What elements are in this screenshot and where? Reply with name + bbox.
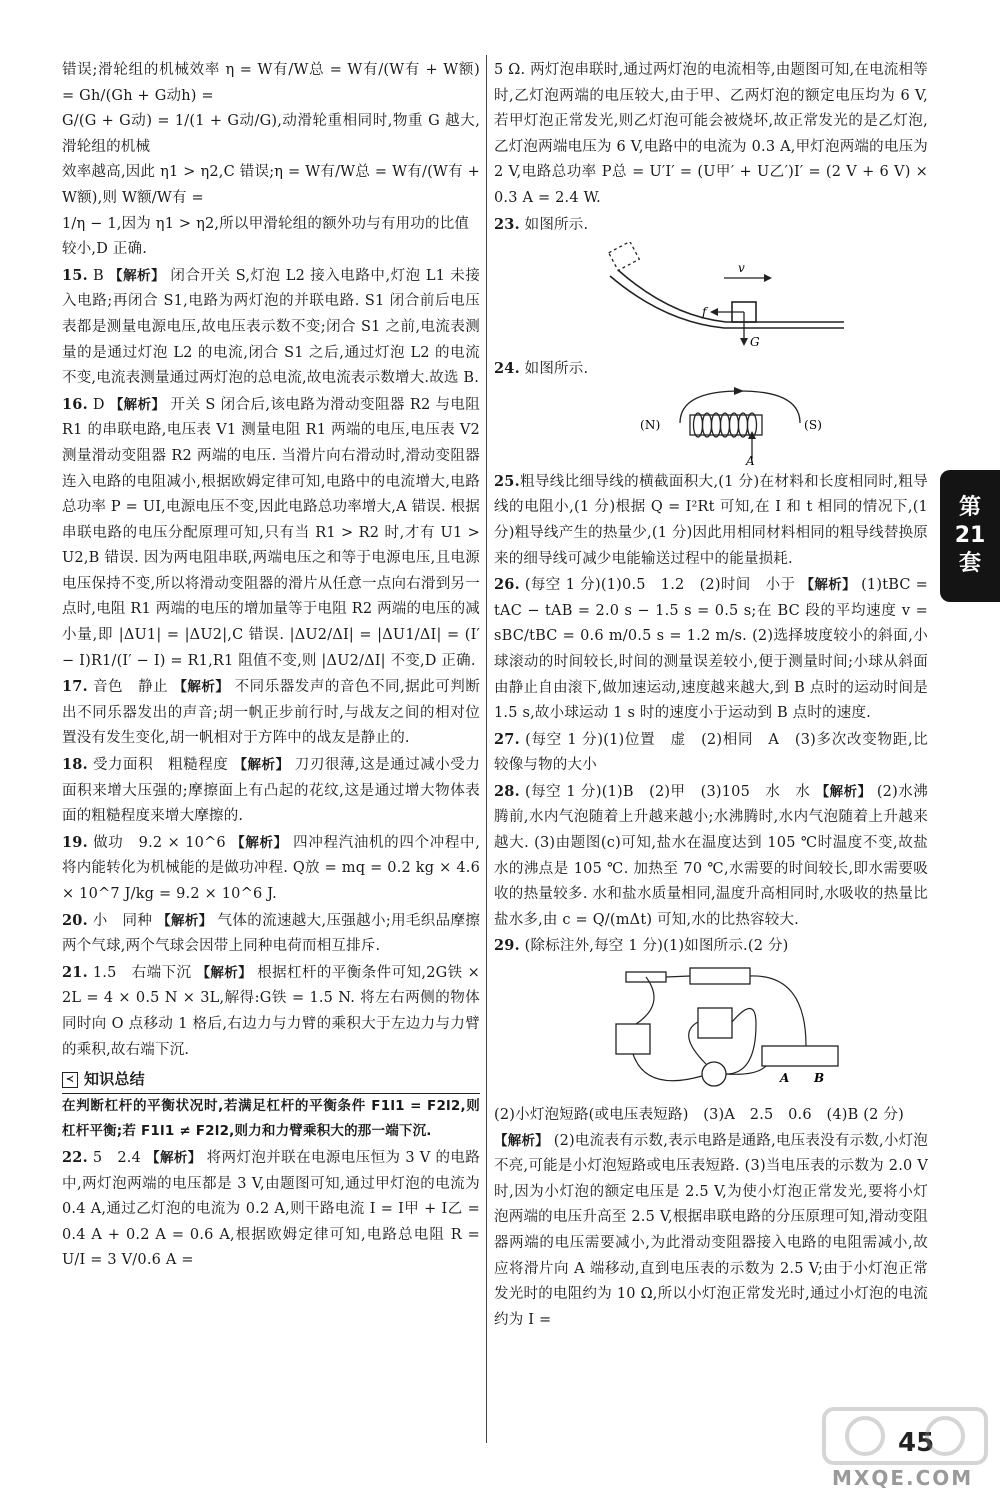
question-number: 24. <box>494 360 520 378</box>
left-column <box>62 58 480 1274</box>
right-column <box>494 58 928 1333</box>
question-number: 29. <box>494 937 520 955</box>
analysis-text: 刀刃很薄,这是通过减小受力面积来增大压强的;摩擦面上有凸起的花纹,这是通过增大物体表面的粗糙程度来增大摩擦的. <box>62 757 481 825</box>
solution-text: 1/η − 1,因为 η1 > η2,所以甲滑轮组的额外功与有用功的比值 <box>62 215 470 232</box>
question-number: 15. <box>62 266 88 284</box>
coil-turn <box>730 413 739 437</box>
rheostat <box>762 1046 838 1066</box>
solution-text: 较小,D 正确. <box>62 241 148 258</box>
battery <box>690 968 750 984</box>
field-line-arrowhead <box>734 387 744 395</box>
answer-value: 1.5 右端下沉 <box>92 964 192 981</box>
answer-value: (除标注外,每空 1 分)(1)如图所示.(2 分) <box>524 938 789 955</box>
set-tab-line1: 第 <box>958 495 981 520</box>
solution-text: 错误;滑轮组的机械效率 η = W有/W总 = W有/(W有 + W额) = Gh/(Gh + G动h) = <box>62 62 480 104</box>
fig24-label: (S) <box>804 417 823 432</box>
figure-23-diagram <box>604 242 854 352</box>
answer-item <box>62 960 480 1063</box>
analysis-text: 开关 S 闭合后,该电路为滑动变阻器 R2 与电阻 R1 的串联电路,电压表 V1 测量电阻 R1 两端的电压,电压表 V2 测量滑动变阻器 R2 两端的电压. 当滑片向右滑动时,滑动变阻器连入电路的电阻减小,根据欧姆定律可知,电路中的电流增大,电路总功率 P = UI,电源电压不变,因此电路总功率增大,A 错误. 根据串联电路的电压分配原理可知,只有当 R1 > R2 时,才有 U1 > U2,B 错误. 因为两电阻串联,两端电压之和等于电源电压,且电源电压保持不变,所以将滑动变阻器的滑片从任意一点向右滑到另一点时,电阻 R1 两端的电压的增加量等于电阻 R2 两端的电压的减小量,即 |ΔU1| = |ΔU2|,C 错误. |ΔU2/ΔI| = |ΔU1/ΔI| = (I′ − I)R1/(I′ − I) = R1,R1 阻值不变,则 |ΔU2/ΔI| 不变,D 正确. <box>62 396 481 669</box>
question-number: 19. <box>62 833 88 851</box>
coil-turn <box>694 413 703 437</box>
answer-item <box>62 392 480 675</box>
answer-item <box>494 572 928 727</box>
fig24-label: (N) <box>640 417 661 432</box>
fig23-label: f <box>702 305 707 320</box>
summary-icon: ≺ <box>62 1072 78 1088</box>
analysis-tag: 【解析】 <box>800 577 857 594</box>
coil-turn <box>721 413 730 437</box>
question-number: 17. <box>62 678 88 696</box>
figure-29-circuit <box>606 964 846 1099</box>
coil-turn <box>739 413 748 437</box>
answer-item <box>62 752 480 830</box>
analysis-tag: 【解析】 <box>109 267 166 284</box>
column-divider <box>486 55 487 1443</box>
knowledge-summary-header <box>62 1067 480 1094</box>
analysis-text: 粗导线比细导线的横截面积大,(1 分)在材料和长度相同时,粗导线的电阻小,(1 分)根据 Q = I²Rt 可知,在 I 和 t 相同的情况下,(1 分)粗导线产生的热量少,(1 分)因此用相同材料相同的粗导线替换原来的细导线可减少电能输送过程中的能量损耗. <box>494 473 928 567</box>
answer-value: D <box>92 396 105 413</box>
answer-item <box>494 727 928 779</box>
answer-value: 小 同种 <box>92 912 153 929</box>
fig23-label: v <box>738 261 745 276</box>
solution-text: 效率越高,因此 η1 > η2,C 错误;η = W有/W总 = W有/(W有 + W额),则 W额/W有 = <box>62 164 480 206</box>
analysis-tag: 【解析】 <box>233 757 290 774</box>
analysis-text: 将两灯泡并联在电源电压恒为 3 V 的电路中,两灯泡两端的电压都是 3 V,由题图可知,通过甲灯泡的电流为 0.4 A,通过乙灯泡的电流为 0.2 A,则干路电流 I = I甲 + I乙 = 0.4 A + 0.2 A = 0.6 A,根据欧姆定律可知,电路总电阻 R = U/I = 3 V/0.6 A = <box>62 1149 480 1269</box>
analysis-tag: 【解析】 <box>815 783 872 800</box>
analysis-text: 闭合开关 S,灯泡 L2 接入电路中,灯泡 L1 未接入电路;再闭合 S1,电路为两灯泡的并联电路. S1 闭合前后电压表都是测量电源电压,故电压表示数不变;闭合 S1 之前,电流表测量的是通过灯泡 L2 的电流,闭合 S1 之后,通过灯泡 L2 的电流不变,电流表测量通过两灯泡的总电流,故电流表示数增大.故选 B. <box>62 267 481 387</box>
fig24-label: A <box>746 453 755 465</box>
set-number-tab <box>940 470 1000 602</box>
analysis-tag: 【解析】 <box>157 912 213 929</box>
answer-item <box>494 779 928 934</box>
answer-item <box>494 933 928 960</box>
initial-block-dashed <box>609 242 640 270</box>
question-number: 28. <box>494 782 520 800</box>
question-number: 25. <box>494 472 520 490</box>
analysis-text: (2)水沸腾前,水内气泡随着上升越来越小;水沸腾时,水内气泡随着上升越来越大. (3)由题图(c)可知,盐水在温度达到 105 ℃时温度不变,故盐水的沸点是 105 ℃. 加热至 70 ℃,水需要的时间较长,即水需要吸收的热量较多. 水和盐水质量相同,温度升高相同时,水吸收的热量比盐水多,由 c = Q/(mΔt) 可知,水的比热容较大. <box>494 783 928 928</box>
answer-value: 5 2.4 <box>92 1149 142 1166</box>
coil-turn <box>703 413 712 437</box>
analysis-tag: 【解析】 <box>109 396 166 413</box>
slope-surface <box>610 276 844 328</box>
fig29-label: B <box>814 1071 825 1086</box>
question-number: 21. <box>62 963 88 981</box>
velocity-arrowhead <box>764 274 772 282</box>
answer-value: 如图所示. <box>524 361 589 378</box>
fig23-label: G <box>750 335 760 350</box>
coil-turn <box>712 413 721 437</box>
answer-item <box>62 263 480 392</box>
answer-item <box>494 469 928 572</box>
lamp <box>702 1062 726 1086</box>
analysis-tag: 【解析】 <box>146 1149 202 1166</box>
analysis-text: 气体的流速越大,压强越小;用毛织品摩擦两个气球,两个气球会因带上同种电荷而相互排斥. <box>62 912 481 955</box>
core <box>690 415 762 435</box>
solution-text: 5 Ω. 两灯泡串联时,通过两灯泡的电流相等,由题图可知,在电流相等时,乙灯泡两端的电压较大,由于甲、乙两灯泡的额定电压均为 6 V,若甲灯泡正常发光,则乙灯泡可能会被烧坏,故正常发光的是乙灯泡,乙灯泡两端电压为 6 V,电路中的电流为 0.3 A,甲灯泡两端的电压为 2 V,电路总功率 P总 = U′I′ = (U甲′ + U乙′)I′ = (2 V + 6 V) × 0.3 A = 2.4 W. <box>494 62 928 206</box>
fig29-label: A <box>780 1071 790 1086</box>
question-number: 26. <box>494 576 520 594</box>
question-number: 22. <box>62 1148 88 1166</box>
figure-24-diagram <box>634 387 834 465</box>
question-number: 18. <box>62 756 88 774</box>
answer-value: 做功 9.2 × 10^6 <box>93 834 226 851</box>
question-number: 16. <box>62 395 88 413</box>
answer-value: (每空 1 分)(1)位置 虚 (2)相同 A (3)多次改变物距,比较像与物的大小 <box>494 731 928 774</box>
knowledge-summary-text: 在判断杠杆的平衡状况时,若满足杠杆的平衡条件 F1l1 = F2l2,则杠杆平衡;若 F1l1 ≠ F2l2,则力和力臂乘积大的那一端下沉. <box>62 1097 480 1140</box>
answer-item <box>62 674 480 752</box>
answer-value: (每空 1 分)(1)B (2)甲 (3)105 水 水 <box>524 783 811 800</box>
analysis-text: 四冲程汽油机的四个冲程中,将内能转化为机械能的是做功冲程. Q放 = mq = 0.2 kg × 4.6 × 10^7 J/kg = 9.2 × 10^6 J. <box>62 834 481 902</box>
analysis-tag: 【解析】 <box>231 834 288 851</box>
analysis-text: 不同乐器发声的音色不同,据此可判断出不同乐器发出的声音;胡一帆正步前行时,与战友之间的相对位置没有发生变化,胡一帆相对于方阵中的战友是静止的. <box>62 679 481 747</box>
answer-item <box>494 212 928 239</box>
page-number: 45 <box>898 1428 935 1458</box>
question-number: 20. <box>62 911 88 929</box>
set-tab-line2: 21 <box>954 523 986 548</box>
ammeter <box>616 1024 650 1054</box>
answer-value: 受力面积 粗糙程度 <box>92 757 229 774</box>
answer-item <box>62 830 480 908</box>
answer-value: 如图所示. <box>524 216 589 233</box>
answer-item <box>494 356 928 383</box>
gravity-arrowhead <box>740 338 748 346</box>
answer-item <box>494 1129 928 1334</box>
voltmeter <box>698 1008 732 1038</box>
analysis-tag: 【解析】 <box>173 679 230 696</box>
analysis-text: (2)电流表有示数,表示电路是通路,电压表没有示数,小灯泡不亮,可能是小灯泡短路或电压表短路. (3)当电压表的示数为 2.0 V 时,因为小灯泡的额定电压是 2.5 V,为使小灯泡正常发光,要将小灯泡两端的电压升高至 2.5 V,根据串联电路的分压原理可知,滑动变阻器两端的电压需要减小,为此滑动变阻器接入电路的电阻需减小,故应将滑片向 A 端移动,直到电压表的示数为 2.5 V;由于小灯泡正常发光时的电阻约为 10 Ω,所以小灯泡正常发光时,通过小灯泡的电流约为 I = <box>494 1132 928 1328</box>
solution-text: (2)小灯泡短路(或电压表短路) (3)A 2.5 0.6 (4)B (2 分) <box>494 1107 904 1124</box>
answer-value: B <box>93 267 104 284</box>
answer-item <box>62 1145 480 1274</box>
analysis-text: (1)tBC = tAC − tAB = 2.0 s − 1.5 s = 0.5 s;在 BC 段的平均速度 v = sBC/tBC = 0.6 m/0.5 s = 1.2 m/s. (2)选择坡度较小的斜面,小球滚动的时间较长,时间的测量误差较小,便于测量时间;小球从斜面由静止自由滚下,做加速运动,速度越来越大,到 B 点时的运动时间是 1.5 s,故小球运动 1 s 时的速度小于运动到 B 点时的速度. <box>494 577 929 722</box>
wire <box>633 976 806 1081</box>
analysis-tag: 【解析】 <box>494 1132 549 1149</box>
analysis-tag: 【解析】 <box>196 964 253 981</box>
answer-value: (每空 1 分)(1)0.5 1.2 (2)时间 小于 <box>524 577 796 594</box>
friction-arrowhead <box>710 308 718 316</box>
watermark-text: MXQE.COM <box>832 1466 974 1490</box>
solution-text: G/(G + G动) = 1/(1 + G动/G),动滑轮重相同时,物重 G 越大,滑轮组的机械 <box>62 113 480 155</box>
question-number: 27. <box>494 730 520 748</box>
analysis-text: 根据杠杆的平衡条件可知,2G铁 × 2L = 4 × 0.5 N × 3L,解得:G铁 = 1.5 N. 将左右两侧的物体同时向 O 点移动 1 格后,右边力与力臂的乘积大于左边力与力臂的乘积,故右端下沉. <box>62 964 480 1058</box>
question-number: 23. <box>494 215 520 233</box>
answer-value: 音色 静止 <box>92 679 169 696</box>
knowledge-summary-title: 知识总结 <box>84 1070 145 1089</box>
set-tab-line3: 套 <box>958 551 981 576</box>
answer-item <box>62 908 480 960</box>
field-line <box>680 391 800 423</box>
